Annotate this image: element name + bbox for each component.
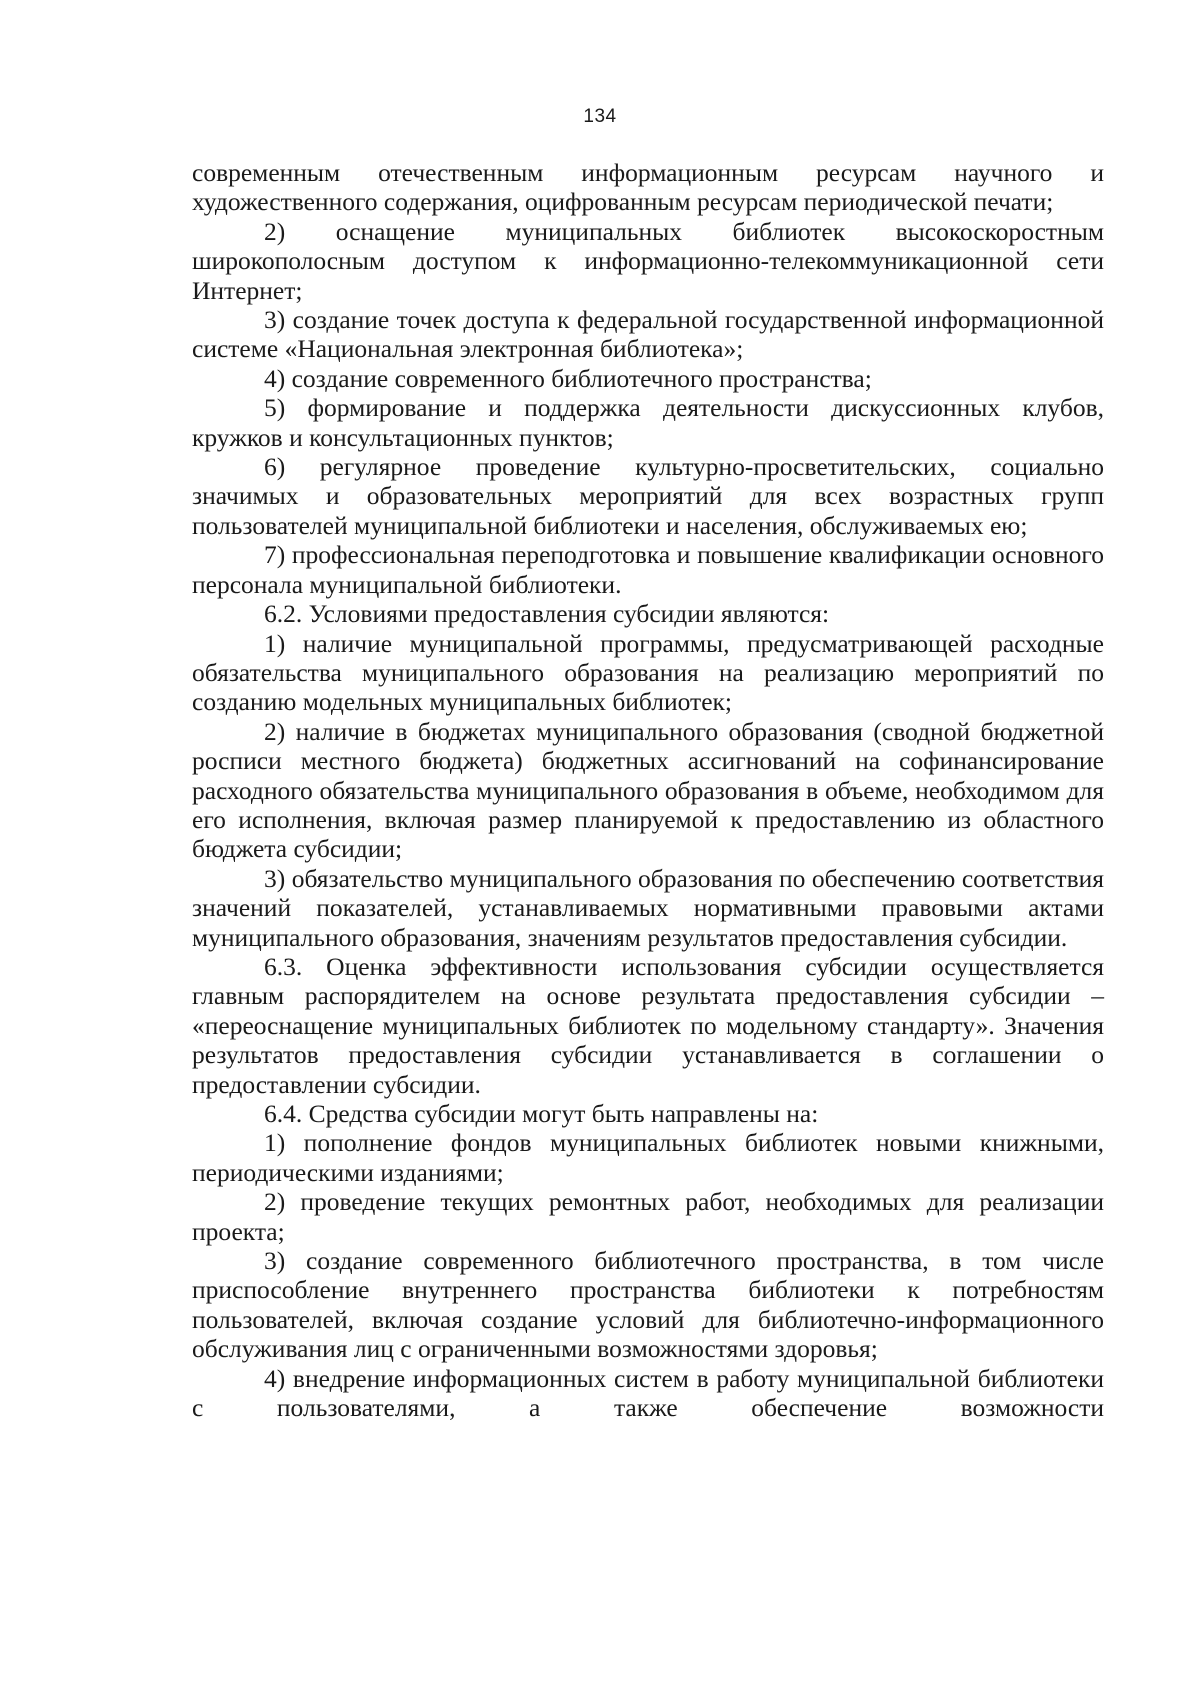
paragraph-use-3: 3) создание современного библиотечного пространства, в том числе приспособление внутреннего пространства библиотеки к потребностям пользователей, включая создание условий для библиотечно-информационного обслуживания лиц с ограниченными возможностями здоровья; [192, 1246, 1104, 1364]
paragraph-item-6: 6) регулярное проведение культурно-просветительских, социально значимых и образовательных мероприятий для всех возрастных групп пользователей муниципальной библиотеки и населения, обслуживаемых ею; [192, 452, 1104, 540]
paragraph-item-7: 7) профессиональная переподготовка и повышение квалификации основного персонала муниципальной библиотеки. [192, 540, 1104, 599]
paragraph-use-2: 2) проведение текущих ремонтных работ, необходимых для реализации проекта; [192, 1187, 1104, 1246]
paragraph-item-2: 2) оснащение муниципальных библиотек высокоскоростным широкополосным доступом к информационно-телекоммуникационной сети Интернет; [192, 216, 1104, 305]
paragraph-item-3: 3) создание точек доступа к федеральной государственной информационной системе «Национальная электронная библиотека»; [192, 305, 1104, 364]
paragraph-condition-3: 3) обязательство муниципального образования по обеспечению соответствия значений показателей, устанавливаемых нормативными правовыми актами муниципального образования, значениям результатов предоставления субсидии. [192, 863, 1104, 952]
paragraph-item-5: 5) формирование и поддержка деятельности дискуссионных клубов, кружков и консультационных пунктов; [192, 393, 1104, 452]
section-6-2-heading: 6.2. Условиями предоставления субсидии являются: [264, 599, 830, 629]
paragraph-condition-1: 1) наличие муниципальной программы, предусматривающей расходные обязательства муниципального образования на реализацию мероприятий по созданию модельных муниципальных библиотек; [192, 628, 1104, 717]
page-number: 134 [583, 106, 617, 127]
section-6-4-heading: 6.4. Средства субсидии могут быть направлены на: [264, 1099, 819, 1128]
paragraph-continuation: современным отечественным информационным ресурсам научного и художественного содержания, оцифрованным ресурсам периодической печати; [192, 158, 1104, 217]
document-body [192, 158, 1104, 1422]
paragraph-condition-2: 2) наличие в бюджетах муниципального образования (сводной бюджетной росписи местного бюджета) бюджетных ассигнований на софинансирование расходного обязательства муниципального образования в объеме, необходимом для его исполнения, включая размер планируемой к предоставлению из областного бюджета субсидии; [192, 716, 1104, 864]
paragraph-use-4: 4) внедрение информационных систем в работу муниципальной библиотеки с пользователями, а также обеспечение возможности [192, 1363, 1104, 1423]
paragraph-use-1: 1) пополнение фондов муниципальных библиотек новыми книжными, периодическими изданиями; [192, 1128, 1104, 1187]
section-6-3-paragraph: 6.3. Оценка эффективности использования субсидии осуществляется главным распорядителем на основе результата предоставления субсидии – «переоснащение муниципальных библиотек по модельному стандарту». Значения результатов предоставления субсидии устанавливается в соглашении о предоставлении субсидии. [192, 951, 1104, 1099]
paragraph-item-4: 4) создание современного библиотечного пространства; [264, 363, 872, 393]
